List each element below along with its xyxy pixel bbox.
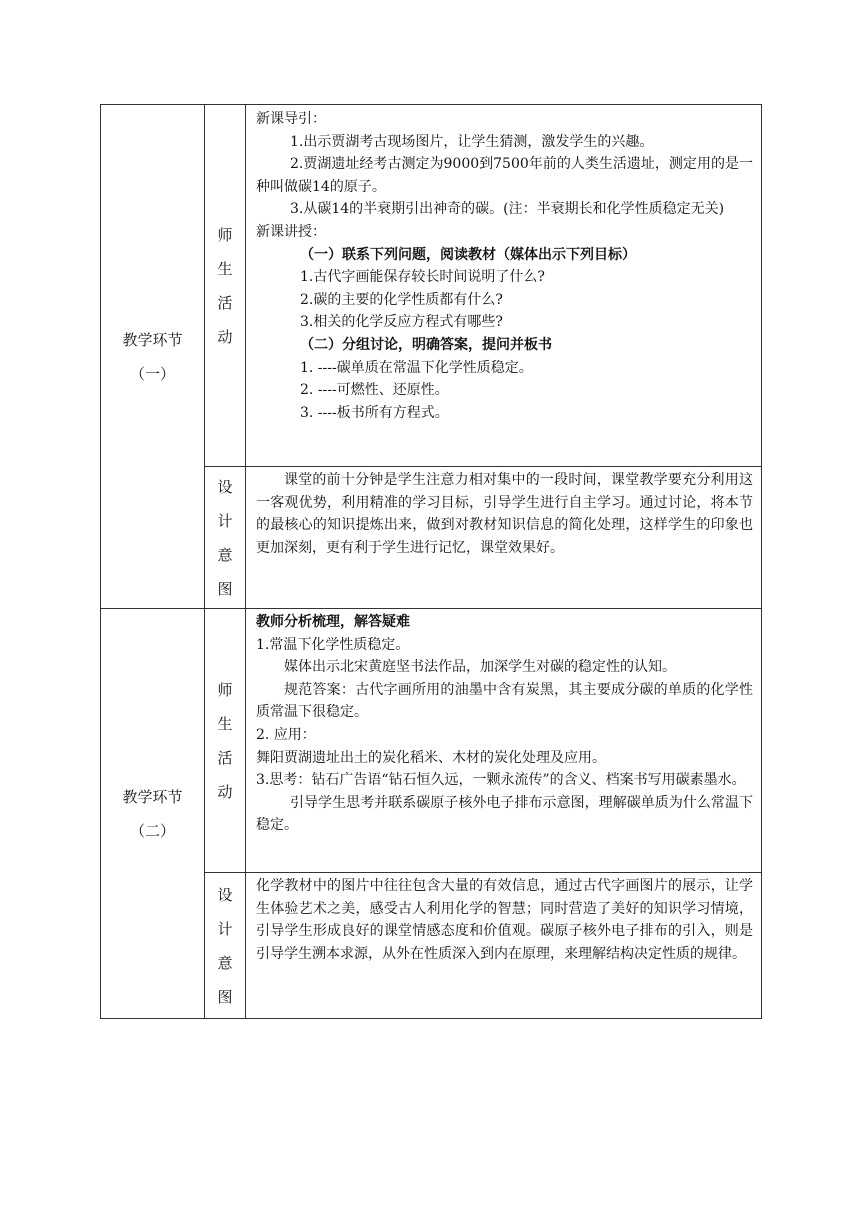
section-2-activity-label-cell	[205, 609, 246, 873]
section-2-design-content	[246, 873, 762, 1019]
section-2-activity-label: 师生活动	[217, 680, 233, 801]
section-1-activity-row	[101, 105, 762, 467]
section-1-activity-label: 师生活动	[217, 225, 233, 346]
activity-line: 1.出示贾湖考古现场图片，让学生猜测，激发学生的兴趣。	[290, 133, 654, 150]
activity-line: 1.常温下化学性质稳定。	[256, 636, 410, 653]
section-1-header-cell	[101, 105, 205, 609]
section-2-header-cell	[101, 609, 205, 1019]
section-2-number: （二）	[129, 821, 175, 840]
design-text: 化学教材中的图片中往往包含大量的有效信息，通过古代字画图片的展示，让学生体验艺术之美，感受古人利用化学的智慧；同时营造了美好的知识学习情境，引导学生形成良好的课堂情感态度和价值观。碳原子核外电子排布的引入，则是引导学生溯本求源，从外在性质深入到内在原理，来理解结构决定性质的规律。	[256, 878, 753, 962]
section-1-title: 教学环节	[122, 330, 183, 349]
activity-line: 媒体出示北宋黄庭坚书法作品，加深学生对碳的稳定性的认知。	[284, 659, 676, 676]
section-1-design-label-cell	[205, 467, 246, 609]
activity-line: 2.贾湖遗址经考古测定为9000到7500年前的人类生活遗址，测定用的是一种叫做碳14的原子。	[256, 156, 753, 195]
activity-heading: （一）联系下列问题，阅读教材（媒体出示下列目标）	[300, 246, 636, 263]
lesson-plan-table	[100, 104, 762, 1019]
activity-heading: 教师分析梳理，解答疑难	[256, 614, 410, 630]
activity-line: 2. 应用：	[256, 726, 316, 743]
section-2-activity-content	[246, 609, 762, 873]
activity-line: 新课讲授：	[256, 223, 326, 240]
section-2-design-label-cell	[205, 873, 246, 1019]
section-2-title: 教学环节	[122, 787, 183, 806]
section-1-design-label: 设计意图	[217, 477, 233, 598]
activity-line: 3.相关的化学反应方程式有哪些?	[300, 314, 503, 331]
activity-line: 3. ----板书所有方程式。	[300, 404, 449, 421]
activity-line: 1.古代字画能保存较长时间说明了什么?	[300, 269, 545, 286]
activity-heading: （二）分组讨论，明确答案，提问并板书	[300, 336, 552, 353]
section-1-design-content	[246, 467, 762, 609]
activity-line: 2. ----可燃性、还原性。	[300, 382, 449, 399]
activity-line: 新课导引：	[256, 111, 326, 127]
activity-line: 3.思考：钻石广告语“钻石恒久远，一颗永流传”的含义、档案书写用碳素墨水。	[256, 772, 746, 789]
section-2-design-label: 设计意图	[217, 885, 233, 1006]
activity-line: 3.从碳14的半衰期引出神奇的碳。(注：半衰期长和化学性质稳定无关)	[290, 201, 725, 218]
activity-line: 规范答案：古代字画所用的油墨中含有炭黑，其主要成分碳的单质的化学性质常温下很稳定。	[256, 681, 753, 721]
activity-line: 舞阳贾湖遗址出土的炭化稻米、木材的炭化处理及应用。	[256, 749, 606, 766]
activity-line: 1. ----碳单质在常温下化学性质稳定。	[300, 359, 533, 376]
section-1-activity-content	[246, 105, 762, 467]
section-1-activity-label-cell	[205, 105, 246, 467]
section-2-activity-row	[101, 609, 762, 873]
activity-line: 引导学生思考并联系碳原子核外电子排布示意图，理解碳单质为什么常温下稳定。	[256, 794, 753, 834]
section-1-number: （一）	[129, 364, 175, 383]
design-text: 课堂的前十分钟是学生注意力相对集中的一段时间，课堂教学要充分利用这一客观优势，利用精准的学习目标，引导学生进行自主学习。通过讨论，将本节的最核心的知识提炼出来，做到对教材知识信息的简化处理，这样学生的印象也更加深刻，更有利于学生进行记忆，课堂效果好。	[256, 472, 753, 556]
activity-line: 2.碳的主要的化学性质都有什么?	[300, 291, 503, 308]
